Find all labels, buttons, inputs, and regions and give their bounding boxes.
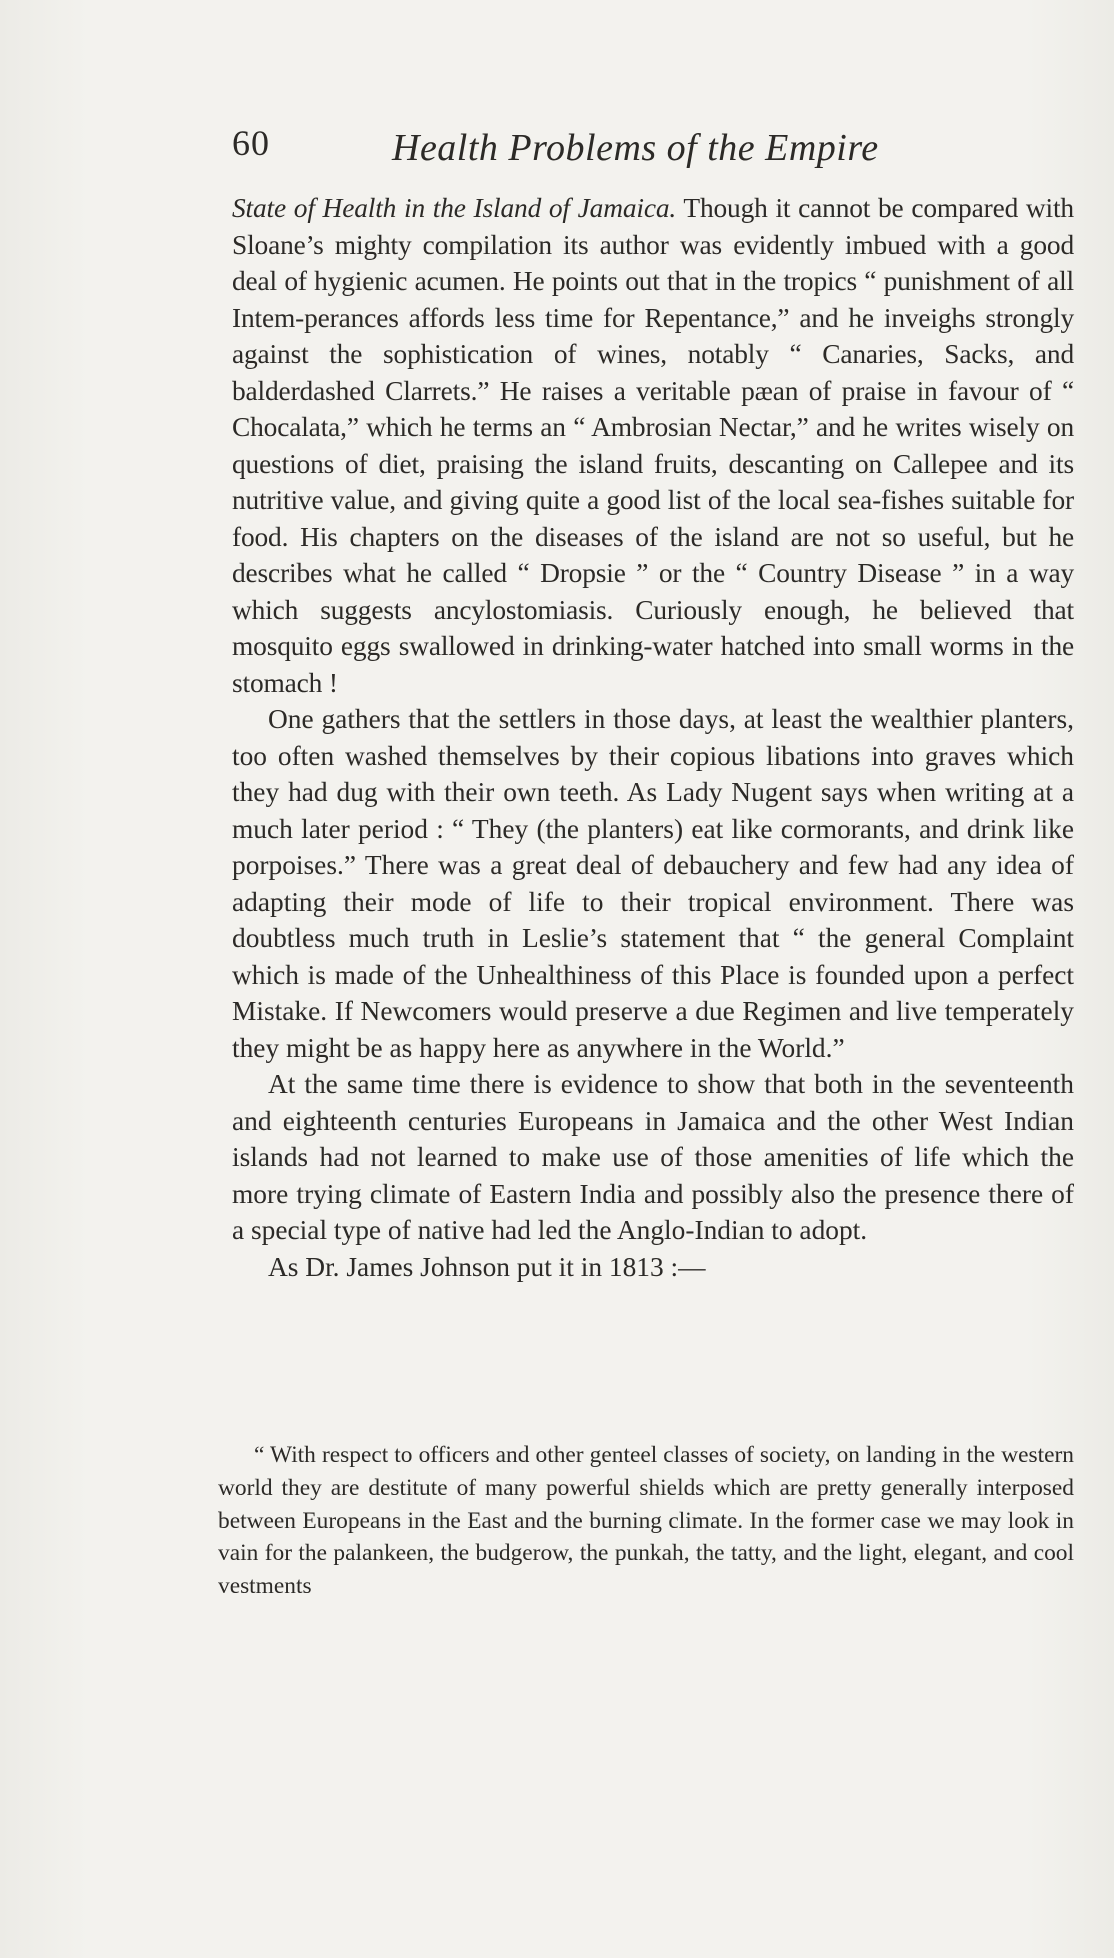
paragraph-1 xyxy=(232,190,1074,701)
paragraph-4: As Dr. James Johnson put it in 1813 :— xyxy=(268,1251,706,1282)
block-quote-text: “ With respect to officers and other genteel classes of society, on landing in the western world they are destitute of many powerful shields which are pretty generally interposed between Europeans in the East and the burning climate. In the former case we may look in vain for the palankeen, the budgerow, the punkah, the tatty, and the light, elegant, and cool vestments xyxy=(218,1442,1074,1600)
paragraph-3: At the same time there is evidence to show that both in the seventeenth and eighteenth centuries Europeans in Jamaica and the other West Indian islands had not learned to make use of those amenities of life which the more trying climate of Eastern India and possibly also the presence there of a special type of native had led the Anglo-Indian to adopt. xyxy=(232,1069,1074,1245)
paragraph-1-text: Though it cannot be compared with Sloane’s mighty compilation its author was evidently imbued with a good deal of hygienic acumen. He points out that in the tropics “ punishment of all Intem-perances affords less time for Repentance,” and he inveighs strongly against the sophistication of wines, notably “ Canaries, Sacks, and balderdashed Clarrets.” He raises a veritable pæan of praise in favour of “ Chocalata,” which he terms an “ Ambrosian Nectar,” and he writes wisely on questions of diet, praising the island fruits, descanting on Callepee and its nutritive value, and giving quite a good list of the local sea-fishes suitable for food. His chapters on the diseases of the island are not so useful, but he describes what he called “ Dropsie ” or the “ Country Disease ” in a way which suggests ancylostomiasis. Curiously enough, he believed that mosquito eggs swallowed in drinking-water hatched into small worms in the stomach ! xyxy=(232,193,1074,698)
block-quote xyxy=(218,1439,1074,1603)
running-title: Health Problems of the Empire xyxy=(392,127,879,169)
main-text xyxy=(232,190,1074,1285)
page-number: 60 xyxy=(232,123,270,163)
page-header xyxy=(232,122,1068,176)
paragraph-2: One gathers that the settlers in those days, at least the wealthier planters, too often washed themselves by their copious libations into graves which they had dug with their own teeth. As Lady Nugent says when writing at a much later period : “ They (the planters) eat like cormorants, and drink like porpoises.” There was a great deal of debauchery and few had any idea of adapting their mode of life to their tropical environment. There was doubtless much truth in Leslie’s statement that “ the general Complaint which is made of the Unhealthiness of this Place is founded upon a perfect Mistake. If Newcomers would preserve a due Regimen and live temperately they might be as happy here as anywhere in the World.” xyxy=(232,704,1074,1063)
book-title-italic: State of Health in the Island of Jamaica. xyxy=(232,193,677,223)
